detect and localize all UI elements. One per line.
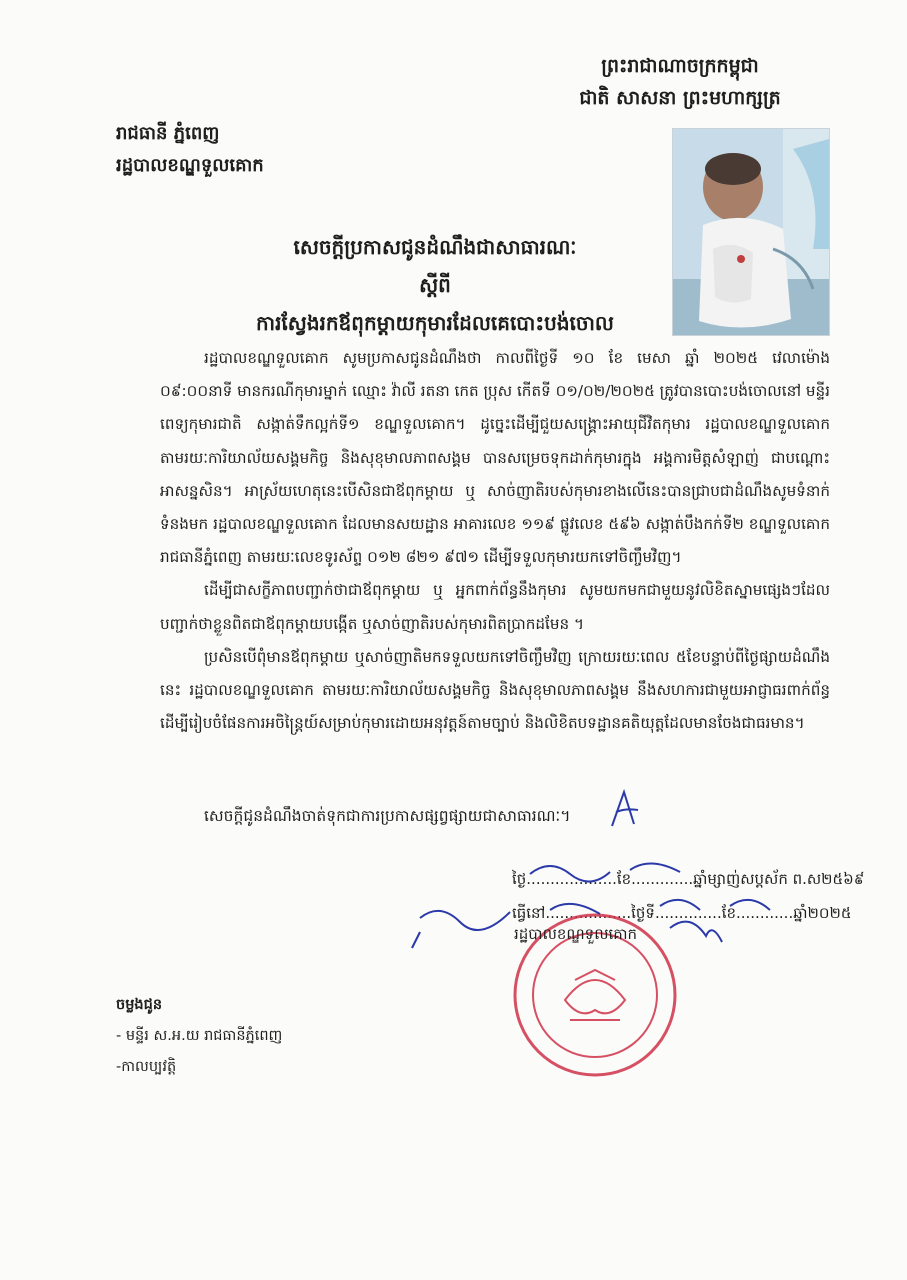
org-district: រដ្ឋបាលខណ្ឌទួលគោក: [116, 155, 264, 176]
kingdom-name: ព្រះរាជាណាចក្រកម្ពុជា: [601, 55, 759, 77]
body-paragraph-2: ដើម្បីជាសក្ខីភាពបញ្ជាក់ថាជាឪពុកម្តាយ ឬ អ្នកពាក់ព័ន្ធនឹងកុមារ សូមយកមកជាមួយនូវលិខិតស្នាមផ្សេងៗដែលបញ្ជាក់ថាខ្លួនពិតជាឪពុកម្តាយបង្កើត ឬសាច់ញាតិរបស់កុមារពិតប្រាកដមែន ។: [160, 581, 830, 633]
notice-title: [200, 228, 670, 342]
org-capital: រាជធានី ភ្នំពេញ: [116, 123, 220, 144]
title-line-3: ការស្វែងរកឪពុកម្តាយកុមារដែលគេបោះបង់ចោល: [256, 311, 614, 335]
carbon-copy: [116, 990, 282, 1083]
cc-item-1: - មន្ទីរ ស.អ.យ រាជធានីភ្នំពេញ: [116, 1028, 283, 1044]
body-paragraph-1: រដ្ឋបាលខណ្ឌទួលគោក សូមប្រកាសជូនដំណឹងថា កាលពីថ្ងៃទី ១០ ខែ មេសា ឆ្នាំ ២០២៥ វេលាម៉ោង ០៩:០០នាទី មានករណីកុមារម្នាក់ ឈ្មោះ វ៉ាលី រតនា កេត ប្រុស កើតទី ០១/០២/២០២៥ ត្រូវបានបោះបង់ចោលនៅ មន្ទីរពេទ្យកុមារជាតិ សង្កាត់ទឹកល្អក់ទី១ ខណ្ឌទួលគោក។ ដូច្នេះដើម្បីជួយសង្គ្រោះអាយុជីវិតកុមារ រដ្ឋបាលខណ្ឌទួលគោក តាមរយៈការិយាល័យសង្គមកិច្ច និងសុខុមាលភាពសង្គម បានសម្រេចទុកដាក់កុមារក្នុង អង្គការមិត្តសំឡាញ់ ជាបណ្តោះអាសន្នសិន។ អាស្រ័យហេតុនេះបើសិនជាឪពុកម្តាយ ឬ សាច់ញាតិរបស់កុមារខាងលើនេះបានជ្រាបជាដំណឹងសូមទំនាក់ទំនងមក រដ្ឋបាលខណ្ឌទួលគោក ដែលមានសយដ្ឋាន អាគារលេខ ១១៩ ផ្លូវលេខ ៥៩៦ សង្កាត់បឹងកក់ទី២ ខណ្ឌទួលគោក រាជធានីភ្នំពេញ តាមរយៈលេខទូរស័ព្ទ ០១២ ៨២១ ៩៧១ ដើម្បីទទួលកុមារយកទៅចិញ្ចឹមវិញ។: [160, 349, 830, 567]
handwritten-dates: [400, 852, 840, 962]
title-line-1: សេចក្តីប្រកាសជូនដំណឹងជាសាធារណៈ: [293, 235, 577, 259]
title-line-2: ស្តីពី: [419, 273, 451, 297]
lunar-date: ថ្ងៃ...................ខែ.............ឆ្នាំម្សាញ់សប្តស័ក ព.ស២៥៦៩: [512, 870, 865, 888]
closing-statement: សេចក្តីជូនដំណឹងចាត់ទុកជាការប្រកាសផ្សព្វផ្សាយជាសាធារណៈ។: [204, 807, 571, 825]
cc-title: ចម្លងជូន: [116, 997, 163, 1013]
body-paragraph-3: ប្រសិនបើពុំមានឪពុកម្តាយ ឬសាច់ញាតិមកទទួលយកទៅចិញ្ចឹមវិញ ក្រោយរយៈពេល ៥ខែបន្ទាប់ពីថ្ងៃផ្សាយដំណឹងនេះ រដ្ឋបាលខណ្ឌទួលគោក តាមរយៈការិយាល័យសង្គមកិច្ច និងសុខុមាលភាពសង្គម នឹងសហការជាមួយអាជ្ញាធរពាក់ព័ន្ធដើម្បីរៀបចំផែនការអចិន្ត្រៃយ៍សម្រាប់កុមារដោយអនុវត្តន៍តាមច្បាប់ និងលិខិតបទដ្ឋានគតិយុត្តដែលមានចែងជាធរមាន។: [160, 647, 830, 733]
national-motto: ជាតិ សាសនា ព្រះមហាក្សត្រ: [579, 87, 781, 109]
kingdom-header: [520, 50, 840, 114]
child-photo: [672, 128, 830, 336]
handwritten-initial: [604, 786, 648, 832]
issuing-organization: [116, 118, 264, 182]
signing-authority: រដ្ឋបាលខណ្ឌទួលគោក: [514, 925, 638, 943]
solar-date: ធ្វើនៅ..................ថ្ងៃទី..............ខែ............ឆ្នាំ២០២៥: [512, 904, 852, 922]
cc-item-2: -កាលប្បវត្តិ: [116, 1059, 177, 1075]
notice-body: [160, 342, 830, 740]
